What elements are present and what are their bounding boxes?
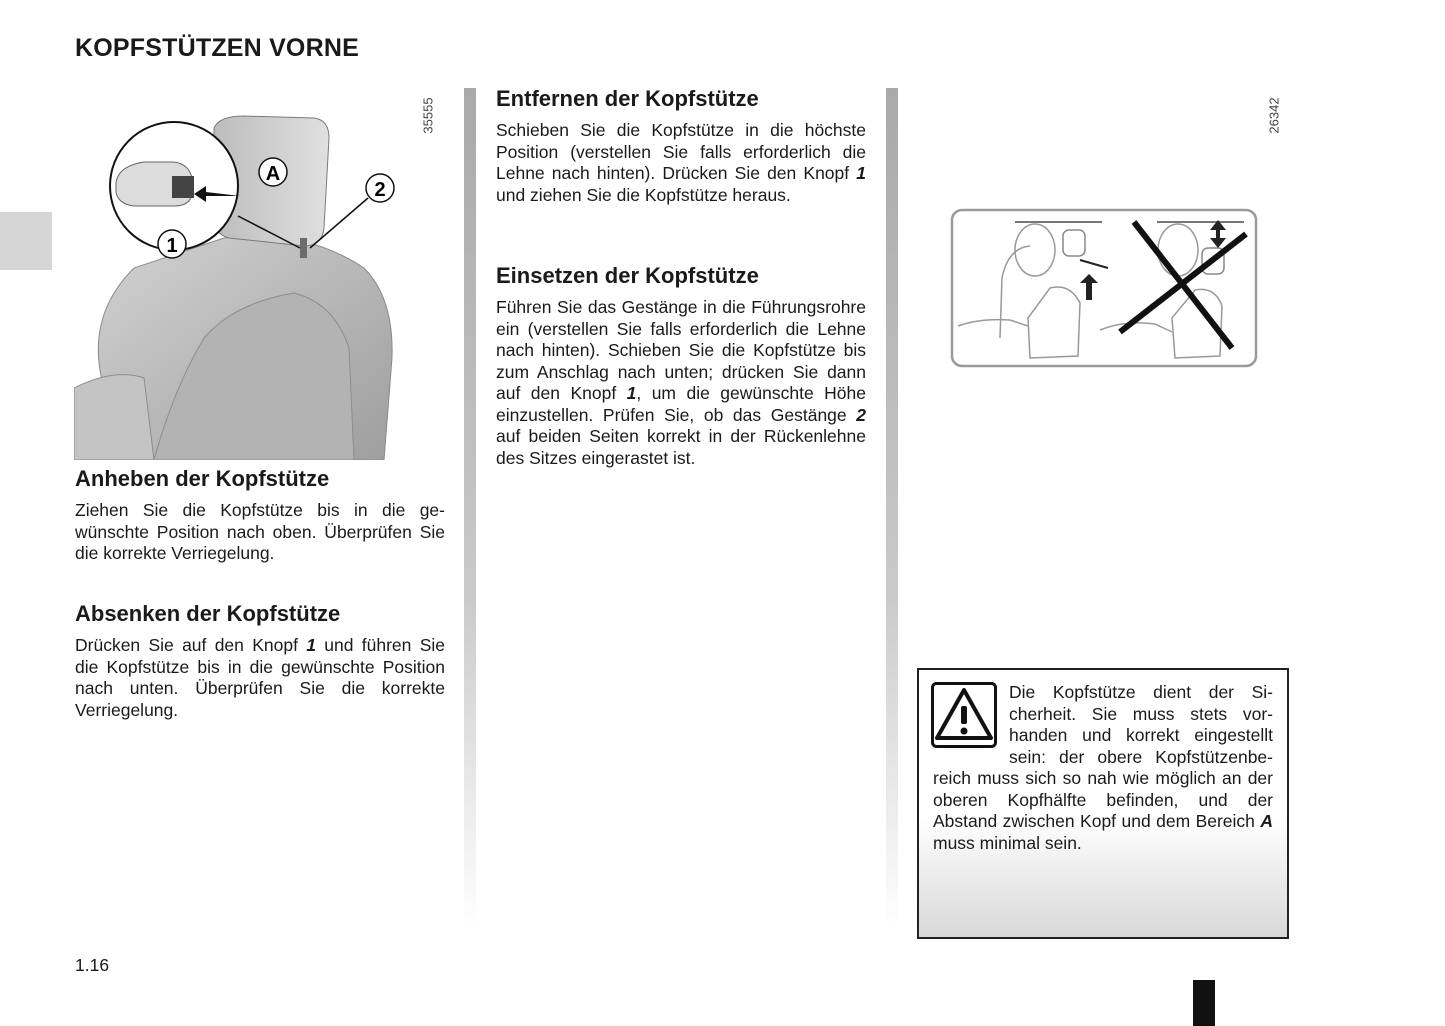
callout-1: 1: [166, 235, 178, 257]
page-title: KOPFSTÜTZEN VORNE: [75, 34, 359, 62]
page-number: 1.16: [75, 955, 110, 975]
headrest-seat-illustration: [74, 88, 444, 460]
page-edge-marker: [1193, 980, 1215, 1026]
heading-remove: Entfernen der Kopfstütze: [496, 86, 759, 111]
warning-text: Die Kopfstütze dient der Sicherheit. Sie muss stets vorhanden und korrekt eingestellt sein: der obere Kopfstützenbereich muss sich so nah wie möglich an der oberen Kopfhälfte befinden, und der Abstand zwischen Kopf und dem Bereich A muss minimal sein.: [933, 682, 1273, 853]
heading-raise: Anheben der Kopfstütze: [75, 466, 330, 491]
head-position-diagram: [950, 208, 1260, 370]
figure-ref-head: 26342: [1266, 97, 1282, 134]
ref-button-1: 1: [856, 163, 866, 183]
figure-ref-seat: 35555: [420, 97, 436, 134]
chapter-tab: [0, 212, 52, 270]
heading-insert: Einsetzen der Kopfstütze: [496, 263, 759, 288]
text-remove: Schieben Sie die Kopfstütze in die höchste Position (verstellen Sie falls erforderlich die Lehne nach hinten). Drücken Sie den Knopf 1 und ziehen Sie die Kopfstütze heraus.: [496, 120, 866, 205]
ref-rod-2: 2: [856, 404, 866, 425]
text-lower: Drücken Sie auf den Knopf 1 und führen Sie die Kopfstütze bis in die gewünschte Position nach unten. Überprüfen Sie die korrekte Verriegelung.: [75, 635, 445, 720]
text-raise: Ziehen Sie die Kopfstütze bis in die gewünschte Position nach oben. Überprüfen Sie die korrekte Verriegelung.: [75, 500, 445, 563]
ref-area-a: A: [1260, 811, 1273, 831]
column-divider-left: [464, 88, 476, 928]
ref-button-1: 1: [306, 635, 316, 655]
text-insert: Führen Sie das Gestänge in die Führungsrohre ein (verstellen Sie falls erforderlich die Lehne nach hinten). Schieben Sie die Kopfstütze bis zum Anschlag nach unten; drücken Sie dann auf den Knopf 1, um die gewünschte Höhe einzustellen. Prüfen Sie, ob das Gestänge 2 auf beiden Seiten korrekt in der Rückenlehne des Sitzes eingerastet ist.: [496, 297, 866, 468]
warning-box: [917, 668, 1289, 939]
ref-button-1: 1: [626, 383, 637, 403]
callout-a: A: [265, 163, 281, 185]
callout-2: 2: [374, 179, 386, 201]
heading-lower: Absenken der Kopfstütze: [75, 601, 341, 626]
warning-icon: [931, 682, 997, 748]
column-divider-right: [886, 88, 898, 928]
